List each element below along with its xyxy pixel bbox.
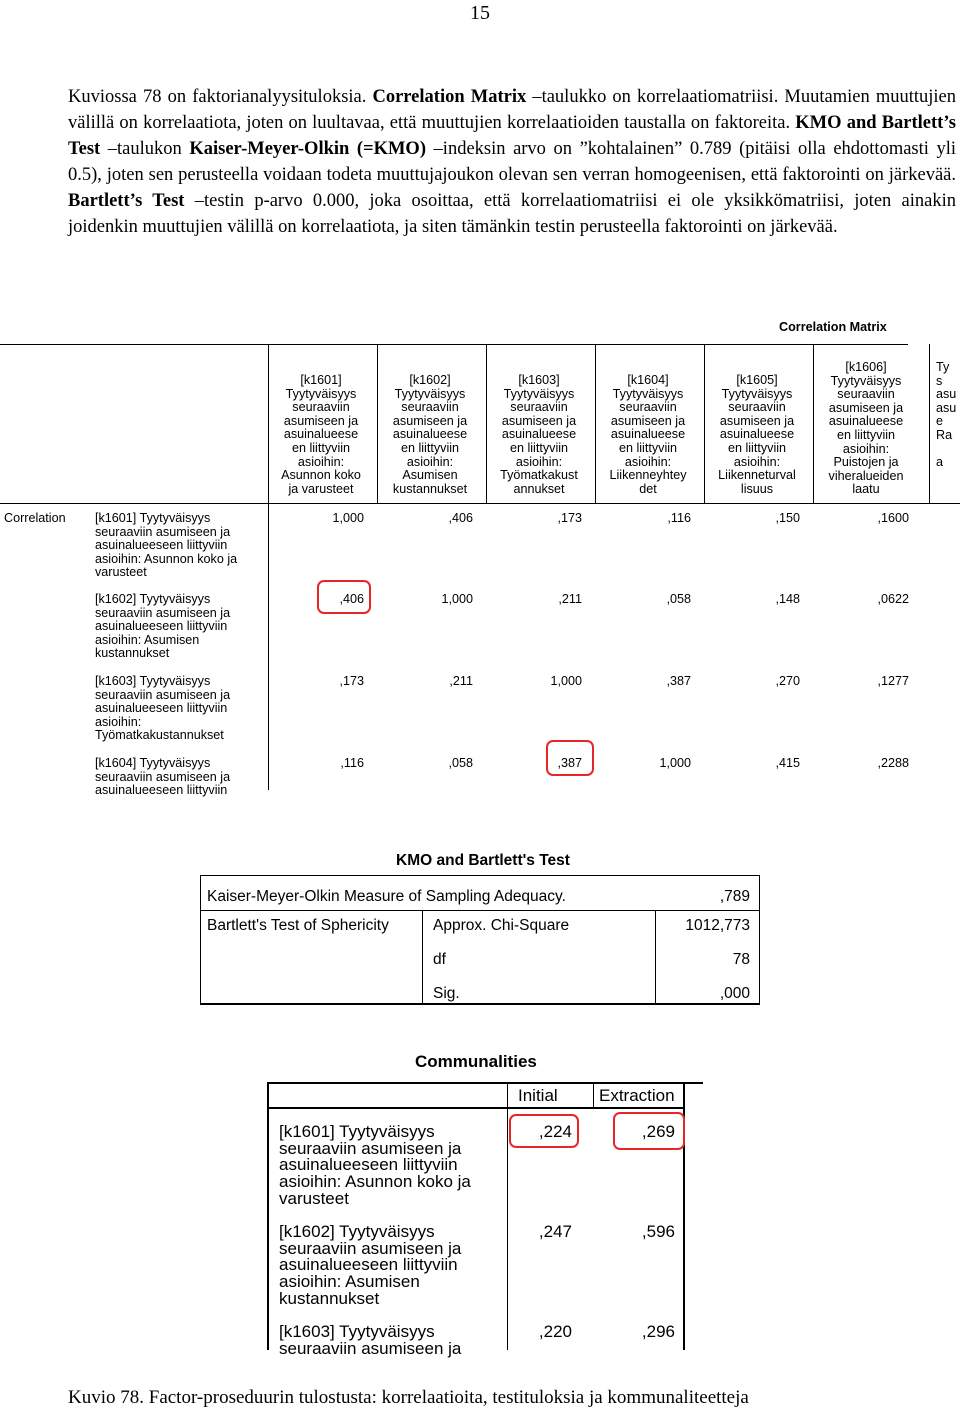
table-cell: 7 bbox=[902, 674, 910, 688]
row-label-k1602: [k1602] Tyytyväisyys seuraaviin asumiseen ja asuinalueeseen liittyviin asioihin: Asumisen kustannukset bbox=[95, 592, 231, 661]
bartlett-label: Bartlett's Test of Sphericity bbox=[207, 917, 389, 934]
table-cell: ,596 bbox=[641, 1222, 675, 1241]
highlight-box bbox=[613, 1112, 685, 1150]
body-paragraph: Kuviossa 78 on faktorianalyysituloksia. Correlation Matrix –taulukko on korrelaatiomatriisi. Muutamien muuttujien välillä on korrelaatiota, joten on luultavaa, että muuttujien korrelaatioiden taustalla on faktoreita. KMO and Bartlett’s Test –taulukon Kaiser-Meyer-Olkin (=KMO) –indeksin arvo on ”kohtalainen” 0.789 (pitäisi olla ehdottomasti yli 0.5), joten sen perusteella voidaan todeta muuttujajoukon olevan sen verran homogeenisen, että faktorointi on järkevää. Bartlett’s Test –testin p-arvo 0.000, joka osoittaa, että korrelaatiomatriisi ei ole yksikkömatriisi, joten ainakin joidenkin muuttujien välillä on korrelaatiota, ja siten tämänkin testin perusteella faktorointi on järkevää. bbox=[68, 87, 957, 237]
figure-caption: Kuvio 78. Factor-proseduurin tulostusta: korrelaatioita, testituloksia ja kommunaliteetteja bbox=[68, 1387, 749, 1408]
table-divider bbox=[200, 910, 760, 911]
highlight-box bbox=[509, 1114, 579, 1148]
kmo-value: ,789 bbox=[719, 888, 750, 905]
table-cell: 1,000 bbox=[659, 756, 691, 770]
table-cell: ,387 bbox=[557, 756, 582, 770]
table-cell: 2 bbox=[902, 592, 910, 606]
table-cell: ,247 bbox=[538, 1222, 572, 1241]
table-cell: ,228 bbox=[877, 756, 902, 770]
kmo-label: Kaiser-Meyer-Olkin Measure of Sampling Adequacy. bbox=[207, 888, 566, 905]
highlight-box bbox=[546, 740, 594, 776]
table-divider bbox=[267, 1107, 685, 1109]
row-header-border bbox=[268, 504, 269, 790]
column-header-k1606: [k1606] Tyytyväisyys seuraaviin asumiseen ja asuinalueese en liittyviin asioihin: Puistojen ja viheralueiden laatu bbox=[828, 360, 904, 497]
table-cell: ,150 bbox=[775, 511, 800, 525]
table-cell: ,148 bbox=[775, 592, 800, 606]
chi-square-label: Approx. Chi-Square bbox=[433, 917, 570, 934]
table-cell: ,116 bbox=[340, 756, 364, 770]
table-cell: ,173 bbox=[339, 674, 364, 688]
table-cell: ,224 bbox=[538, 1122, 572, 1141]
table-cell: ,116 bbox=[667, 511, 691, 525]
header-initial: Initial bbox=[518, 1086, 558, 1105]
communalities-table bbox=[263, 1050, 703, 1358]
table-cell: ,058 bbox=[448, 756, 473, 770]
table-cell: ,415 bbox=[775, 756, 800, 770]
column-header-k1603: [k1603] Tyytyväisyys seuraaviin asumiseen ja asuinalueese en liittyviin asioihin: Työmatkakust annukset bbox=[500, 373, 578, 496]
column-header-k1604: [k1604] Tyytyväisyys seuraaviin asumiseen ja asuinalueese en liittyviin asioihin: Liikenneyhtey det bbox=[609, 373, 687, 496]
chi-square-value: 1012,773 bbox=[685, 917, 750, 934]
table-cell: ,211 bbox=[449, 674, 473, 688]
table-cell: ,269 bbox=[641, 1122, 675, 1141]
table-cell: ,296 bbox=[641, 1322, 675, 1341]
table-border bbox=[267, 1082, 269, 1350]
header-bottom-border bbox=[0, 503, 960, 504]
communalities-title: Communalities bbox=[415, 1052, 537, 1071]
row-label-k1603: [k1603] Tyytyväisyys seuraaviin asumiseen ja asuinalueeseen liittyviin asioihin: Työmatkakustannukset bbox=[95, 674, 231, 743]
kmo-table-title: KMO and Bartlett's Test bbox=[396, 852, 570, 869]
table-cell: ,058 bbox=[666, 592, 691, 606]
row-label-k1602: [k1602] Tyytyväisyys seuraaviin asumiseen ja asuinalueeseen liittyviin asioihin: Asumisen kustannukset bbox=[279, 1222, 462, 1308]
column-header-k1602: [k1602] Tyytyväisyys seuraaviin asumiseen ja asuinalueese en liittyviin asioihin: Asumisen kustannukset bbox=[392, 373, 468, 496]
df-label: df bbox=[433, 951, 446, 968]
table-cell: 0 bbox=[902, 511, 910, 525]
table-cell: ,160 bbox=[877, 511, 902, 525]
header-right-border bbox=[929, 344, 930, 504]
df-value: 78 bbox=[732, 951, 750, 968]
row-label-k1604: [k1604] Tyytyväisyys seuraaviin asumiseen ja asuinalueeseen liittyviin bbox=[95, 756, 231, 798]
table-divider bbox=[507, 1082, 508, 1350]
table-cell: 1,000 bbox=[332, 511, 364, 525]
header-extraction: Extraction bbox=[599, 1086, 675, 1105]
table-border bbox=[200, 875, 201, 1004]
row-label-k1601: [k1601] Tyytyväisyys seuraaviin asumiseen ja asuinalueeseen liittyviin asioihin: Asunnon koko ja varusteet bbox=[279, 1122, 471, 1208]
kmo-bartlett-table bbox=[200, 848, 766, 1008]
table-cell: ,062 bbox=[877, 592, 902, 606]
sig-value: ,000 bbox=[719, 985, 750, 1002]
highlight-box bbox=[317, 580, 371, 614]
table-cell: ,173 bbox=[557, 511, 582, 525]
table-cell: 1,000 bbox=[441, 592, 473, 606]
table-border bbox=[759, 875, 760, 1004]
table-border bbox=[267, 1082, 703, 1084]
table-cell: ,127 bbox=[877, 674, 902, 688]
column-header-k1601: [k1601] Tyytyväisyys seuraaviin asumiseen ja asuinalueese en liittyviin asioihin: Asunnon koko ja varusteet bbox=[281, 373, 361, 496]
table-cell: ,270 bbox=[775, 674, 800, 688]
table-cell: ,387 bbox=[666, 674, 691, 688]
correlation-matrix-table bbox=[0, 318, 960, 798]
table-cell: 8 bbox=[902, 756, 910, 770]
column-header-k1605: [k1605] Tyytyväisyys seuraaviin asumiseen ja asuinalueese en liittyviin asioihin: Liikenneturval lisuus bbox=[718, 373, 796, 496]
page-number: 15 bbox=[470, 2, 490, 24]
table-divider bbox=[593, 1082, 594, 1107]
table-cell: ,406 bbox=[448, 511, 473, 525]
row-group-correlation: Correlation bbox=[4, 511, 66, 525]
table-cell: ,406 bbox=[339, 592, 364, 606]
correlation-matrix-title: Correlation Matrix bbox=[779, 320, 887, 334]
row-label-k1601: [k1601] Tyytyväisyys seuraaviin asumiseen ja asuinalueeseen liittyviin asioihin: Asunnon koko ja varusteet bbox=[95, 511, 238, 580]
table-border bbox=[200, 875, 760, 876]
row-label-k1603: [k1603] Tyytyväisyys seuraaviin asumiseen ja bbox=[279, 1322, 462, 1358]
table-top-border bbox=[0, 344, 908, 345]
table-divider bbox=[422, 910, 423, 1004]
table-cell: 1,000 bbox=[550, 674, 582, 688]
table-border bbox=[200, 1003, 760, 1005]
table-cell: ,211 bbox=[558, 592, 582, 606]
column-header-partial: Ty s asu asu e Ra a bbox=[936, 360, 957, 470]
sig-label: Sig. bbox=[433, 985, 460, 1002]
table-cell: ,220 bbox=[538, 1322, 572, 1341]
